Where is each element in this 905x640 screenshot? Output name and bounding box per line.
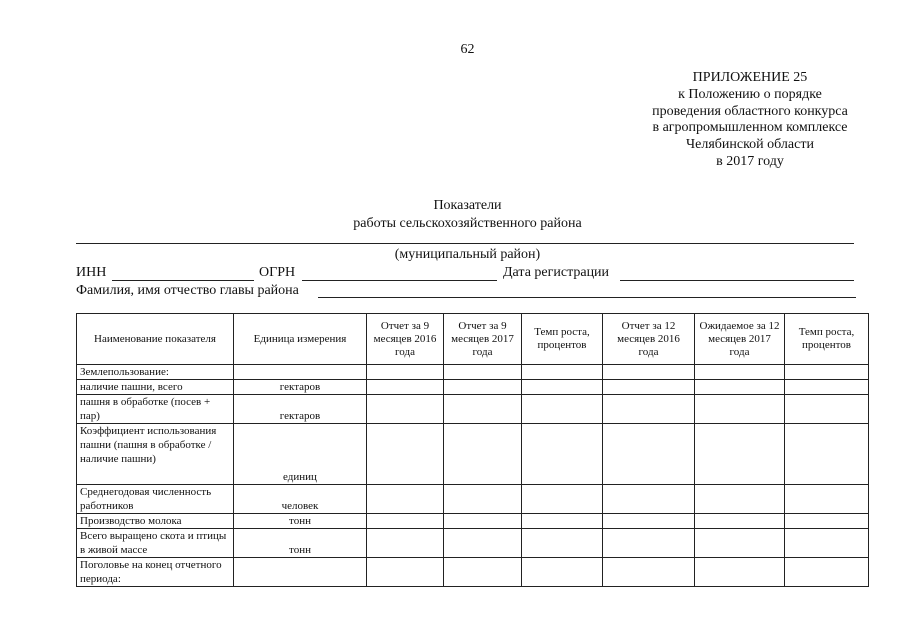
col-header-9m-2016: Отчет за 9 месяцев 2016 года: [367, 314, 444, 365]
col-header-unit: Единица измерения: [234, 314, 367, 365]
value-cell[interactable]: [695, 558, 785, 587]
value-cell[interactable]: [522, 424, 603, 485]
head-name-label: Фамилия, имя отчество главы района: [76, 283, 299, 298]
value-cell[interactable]: [695, 365, 785, 380]
appendix-line: в агропромышленном комплексе: [652, 120, 848, 136]
title-line-1: Показатели: [433, 198, 502, 213]
value-cell[interactable]: [603, 485, 695, 514]
value-cell[interactable]: [522, 514, 603, 529]
appendix-line: к Положению о порядке: [678, 86, 822, 102]
row-name: Производство молока: [77, 514, 234, 529]
table-header-row: [77, 314, 869, 365]
row-unit: гектаров: [234, 380, 367, 395]
value-cell[interactable]: [785, 514, 869, 529]
value-cell[interactable]: [367, 380, 444, 395]
ogrn-label: ОГРН: [259, 265, 296, 280]
table-row: [77, 558, 869, 587]
row-name: пашня в обработке (посев + пар): [77, 395, 234, 424]
col-header-growth-12m: Темп роста, процентов: [785, 314, 869, 365]
value-cell[interactable]: [367, 424, 444, 485]
appendix-line: в 2017 году: [716, 153, 784, 169]
value-cell[interactable]: [603, 380, 695, 395]
value-cell[interactable]: [603, 365, 695, 380]
value-cell[interactable]: [522, 529, 603, 558]
table-row: [77, 365, 869, 380]
document-title: [0, 197, 905, 233]
value-cell[interactable]: [695, 395, 785, 424]
value-cell[interactable]: [367, 558, 444, 587]
value-cell[interactable]: [444, 395, 522, 424]
row-unit: тонн: [234, 529, 367, 558]
row-name: Поголовье на конец отчетного периода:: [77, 558, 234, 587]
value-cell[interactable]: [444, 529, 522, 558]
value-cell[interactable]: [785, 395, 869, 424]
col-header-12m-2017: Ожидаемое за 12 месяцев 2017 года: [695, 314, 785, 365]
row-name: наличие пашни, всего: [77, 380, 234, 395]
value-cell[interactable]: [522, 380, 603, 395]
head-name-field[interactable]: [318, 297, 856, 298]
value-cell[interactable]: [444, 558, 522, 587]
inn-label: ИНН: [76, 265, 107, 280]
appendix-line: Челябинской области: [686, 137, 814, 153]
value-cell[interactable]: [522, 395, 603, 424]
col-header-9m-2017: Отчет за 9 месяцев 2017 года: [444, 314, 522, 365]
table-row: [77, 514, 869, 529]
value-cell[interactable]: [603, 395, 695, 424]
row-unit: [234, 558, 367, 587]
row-unit: тонн: [234, 514, 367, 529]
value-cell[interactable]: [444, 365, 522, 380]
appendix-line: ПРИЛОЖЕНИЕ 25: [692, 70, 808, 85]
value-cell[interactable]: [444, 514, 522, 529]
page-number: 62: [460, 42, 475, 57]
value-cell[interactable]: [522, 558, 603, 587]
table-row: [77, 395, 869, 424]
value-cell[interactable]: [444, 424, 522, 485]
value-cell[interactable]: [367, 485, 444, 514]
title-line-2: работы сельскохозяйственного района: [353, 216, 582, 231]
value-cell[interactable]: [785, 365, 869, 380]
row-name: Всего выращено скота и птицы в живой массе: [77, 529, 234, 558]
col-header-growth-9m: Темп роста, процентов: [522, 314, 603, 365]
row-unit: единиц: [234, 424, 367, 485]
value-cell[interactable]: [603, 558, 695, 587]
table-row: [77, 529, 869, 558]
value-cell[interactable]: [603, 514, 695, 529]
ogrn-field[interactable]: [302, 280, 497, 281]
table-row: [77, 485, 869, 514]
value-cell[interactable]: [695, 380, 785, 395]
value-cell[interactable]: [522, 365, 603, 380]
row-name: Коэффициент использования пашни (пашня в обработке / наличие пашни): [77, 424, 234, 485]
col-header-12m-2016: Отчет за 12 месяцев 2016 года: [603, 314, 695, 365]
value-cell[interactable]: [785, 485, 869, 514]
appendix-block: [560, 70, 905, 171]
value-cell[interactable]: [603, 424, 695, 485]
row-name: Землепользование:: [77, 365, 234, 380]
value-cell[interactable]: [785, 380, 869, 395]
municipal-line[interactable]: [76, 243, 854, 244]
value-cell[interactable]: [695, 424, 785, 485]
municipal-caption: (муниципальный район): [394, 247, 541, 262]
table-row: [77, 424, 869, 485]
value-cell[interactable]: [695, 514, 785, 529]
value-cell[interactable]: [444, 485, 522, 514]
row-name: Среднегодовая численность работников: [77, 485, 234, 514]
appendix-line: проведения областного конкурса: [652, 103, 848, 119]
value-cell[interactable]: [785, 529, 869, 558]
value-cell[interactable]: [603, 529, 695, 558]
inn-field[interactable]: [112, 280, 254, 281]
value-cell[interactable]: [367, 529, 444, 558]
value-cell[interactable]: [522, 485, 603, 514]
value-cell[interactable]: [785, 424, 869, 485]
table-row: [77, 380, 869, 395]
indicators-table: [76, 313, 869, 587]
row-unit: гектаров: [234, 395, 367, 424]
value-cell[interactable]: [444, 380, 522, 395]
value-cell[interactable]: [367, 514, 444, 529]
value-cell[interactable]: [695, 485, 785, 514]
reg-date-label: Дата регистрации: [503, 265, 610, 280]
row-unit: [234, 365, 367, 380]
value-cell[interactable]: [695, 529, 785, 558]
value-cell[interactable]: [367, 395, 444, 424]
value-cell[interactable]: [785, 558, 869, 587]
reg-date-field[interactable]: [620, 280, 854, 281]
row-unit: человек: [234, 485, 367, 514]
value-cell[interactable]: [367, 365, 444, 380]
col-header-indicator: Наименование показателя: [77, 314, 234, 365]
